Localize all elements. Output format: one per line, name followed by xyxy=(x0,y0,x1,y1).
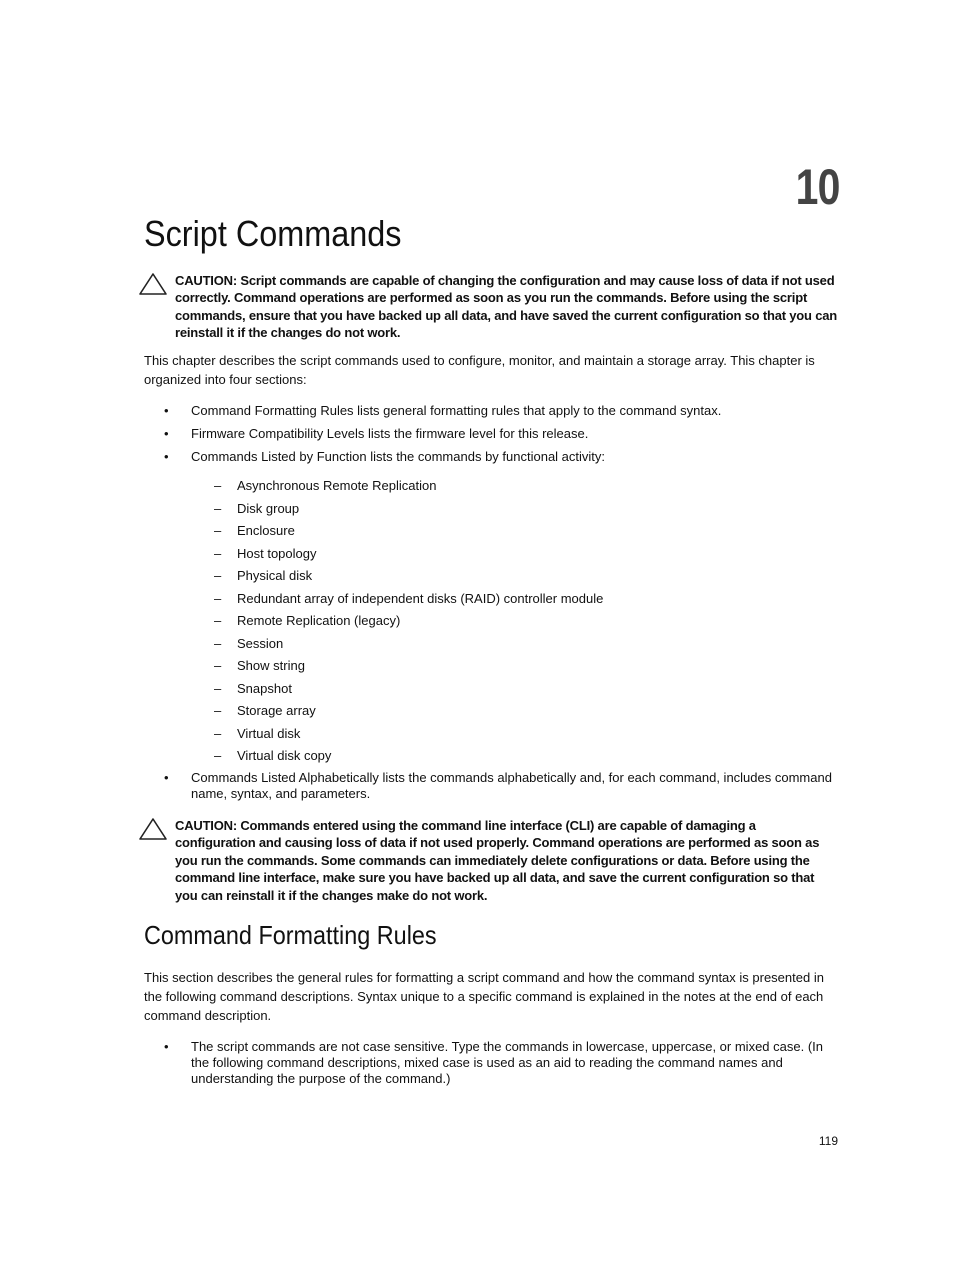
caution-text: CAUTION: Script commands are capable of changing the configuration and may cause loss of data if not used correctly. Command operations are performed as soon as you run the commands. Before using the script commands, ensure that you have backed up all data, and have saved the current configuration so that you can reinstall it if the changes do not work. xyxy=(175,273,837,341)
list-item: – Redundant array of independent disks (RAID) controller module xyxy=(214,591,603,614)
list-item: – Virtual disk copy xyxy=(214,748,603,771)
chapter-title: Script Commands xyxy=(144,213,402,254)
list-item: – Asynchronous Remote Replication xyxy=(214,478,603,501)
rules-list xyxy=(144,1039,844,1087)
warning-triangle-icon xyxy=(138,817,168,841)
list-item: – Storage array xyxy=(214,703,603,726)
caution-text: CAUTION: Commands entered using the command line interface (CLI) are capable of damaging a configuration and causing loss of data if not used properly. Command operations are performed as soon as you run the commands. Some commands can immediately delete configurations or data. Before using the command line interface, make sure you have backed up all data, and save the current configuration so that you can reinstall it if the changes make do not work. xyxy=(175,818,820,903)
list-item: • Command Formatting Rules lists general formatting rules that apply to the command syntax. xyxy=(144,403,844,419)
list-item: – Snapshot xyxy=(214,681,603,704)
list-item: – Physical disk xyxy=(214,568,603,591)
chapter-number: 10 xyxy=(796,159,840,215)
list-item: • Commands Listed Alphabetically lists the commands alphabetically and, for each command, includes command name, syntax, and parameters. xyxy=(144,770,844,802)
list-item: – Host topology xyxy=(214,546,603,569)
warning-triangle-icon xyxy=(138,272,168,296)
list-item: – Session xyxy=(214,636,603,659)
list-item: – Virtual disk xyxy=(214,726,603,749)
section-title: Command Formatting Rules xyxy=(144,920,437,950)
list-item: – Disk group xyxy=(214,501,603,524)
section-list xyxy=(144,770,844,802)
function-list xyxy=(214,478,603,771)
section-paragraph: This section describes the general rules for formatting a script command and how the command syntax is presented in the following command descriptions. Syntax unique to a specific command is explained in the notes at the end of each command description. xyxy=(144,970,824,1023)
intro-paragraph: This chapter describes the script commands used to configure, monitor, and maintain a storage array. This chapter is organized into four sections: xyxy=(144,353,815,387)
page-number: 119 xyxy=(818,1134,838,1148)
list-item: – Enclosure xyxy=(214,523,603,546)
list-item: – Remote Replication (legacy) xyxy=(214,613,603,636)
section-list xyxy=(144,403,844,465)
caution-notice xyxy=(138,272,838,342)
list-item: • The script commands are not case sensitive. Type the commands in lowercase, uppercase, or mixed case. (In the following command descriptions, mixed case is used as an aid to reading the command names and understanding the purpose of the command.) xyxy=(144,1039,844,1087)
list-item: • Firmware Compatibility Levels lists the firmware level for this release. xyxy=(144,426,844,442)
list-item: • Commands Listed by Function lists the commands by functional activity: xyxy=(144,449,844,465)
caution-notice xyxy=(138,817,838,904)
list-item: – Show string xyxy=(214,658,603,681)
